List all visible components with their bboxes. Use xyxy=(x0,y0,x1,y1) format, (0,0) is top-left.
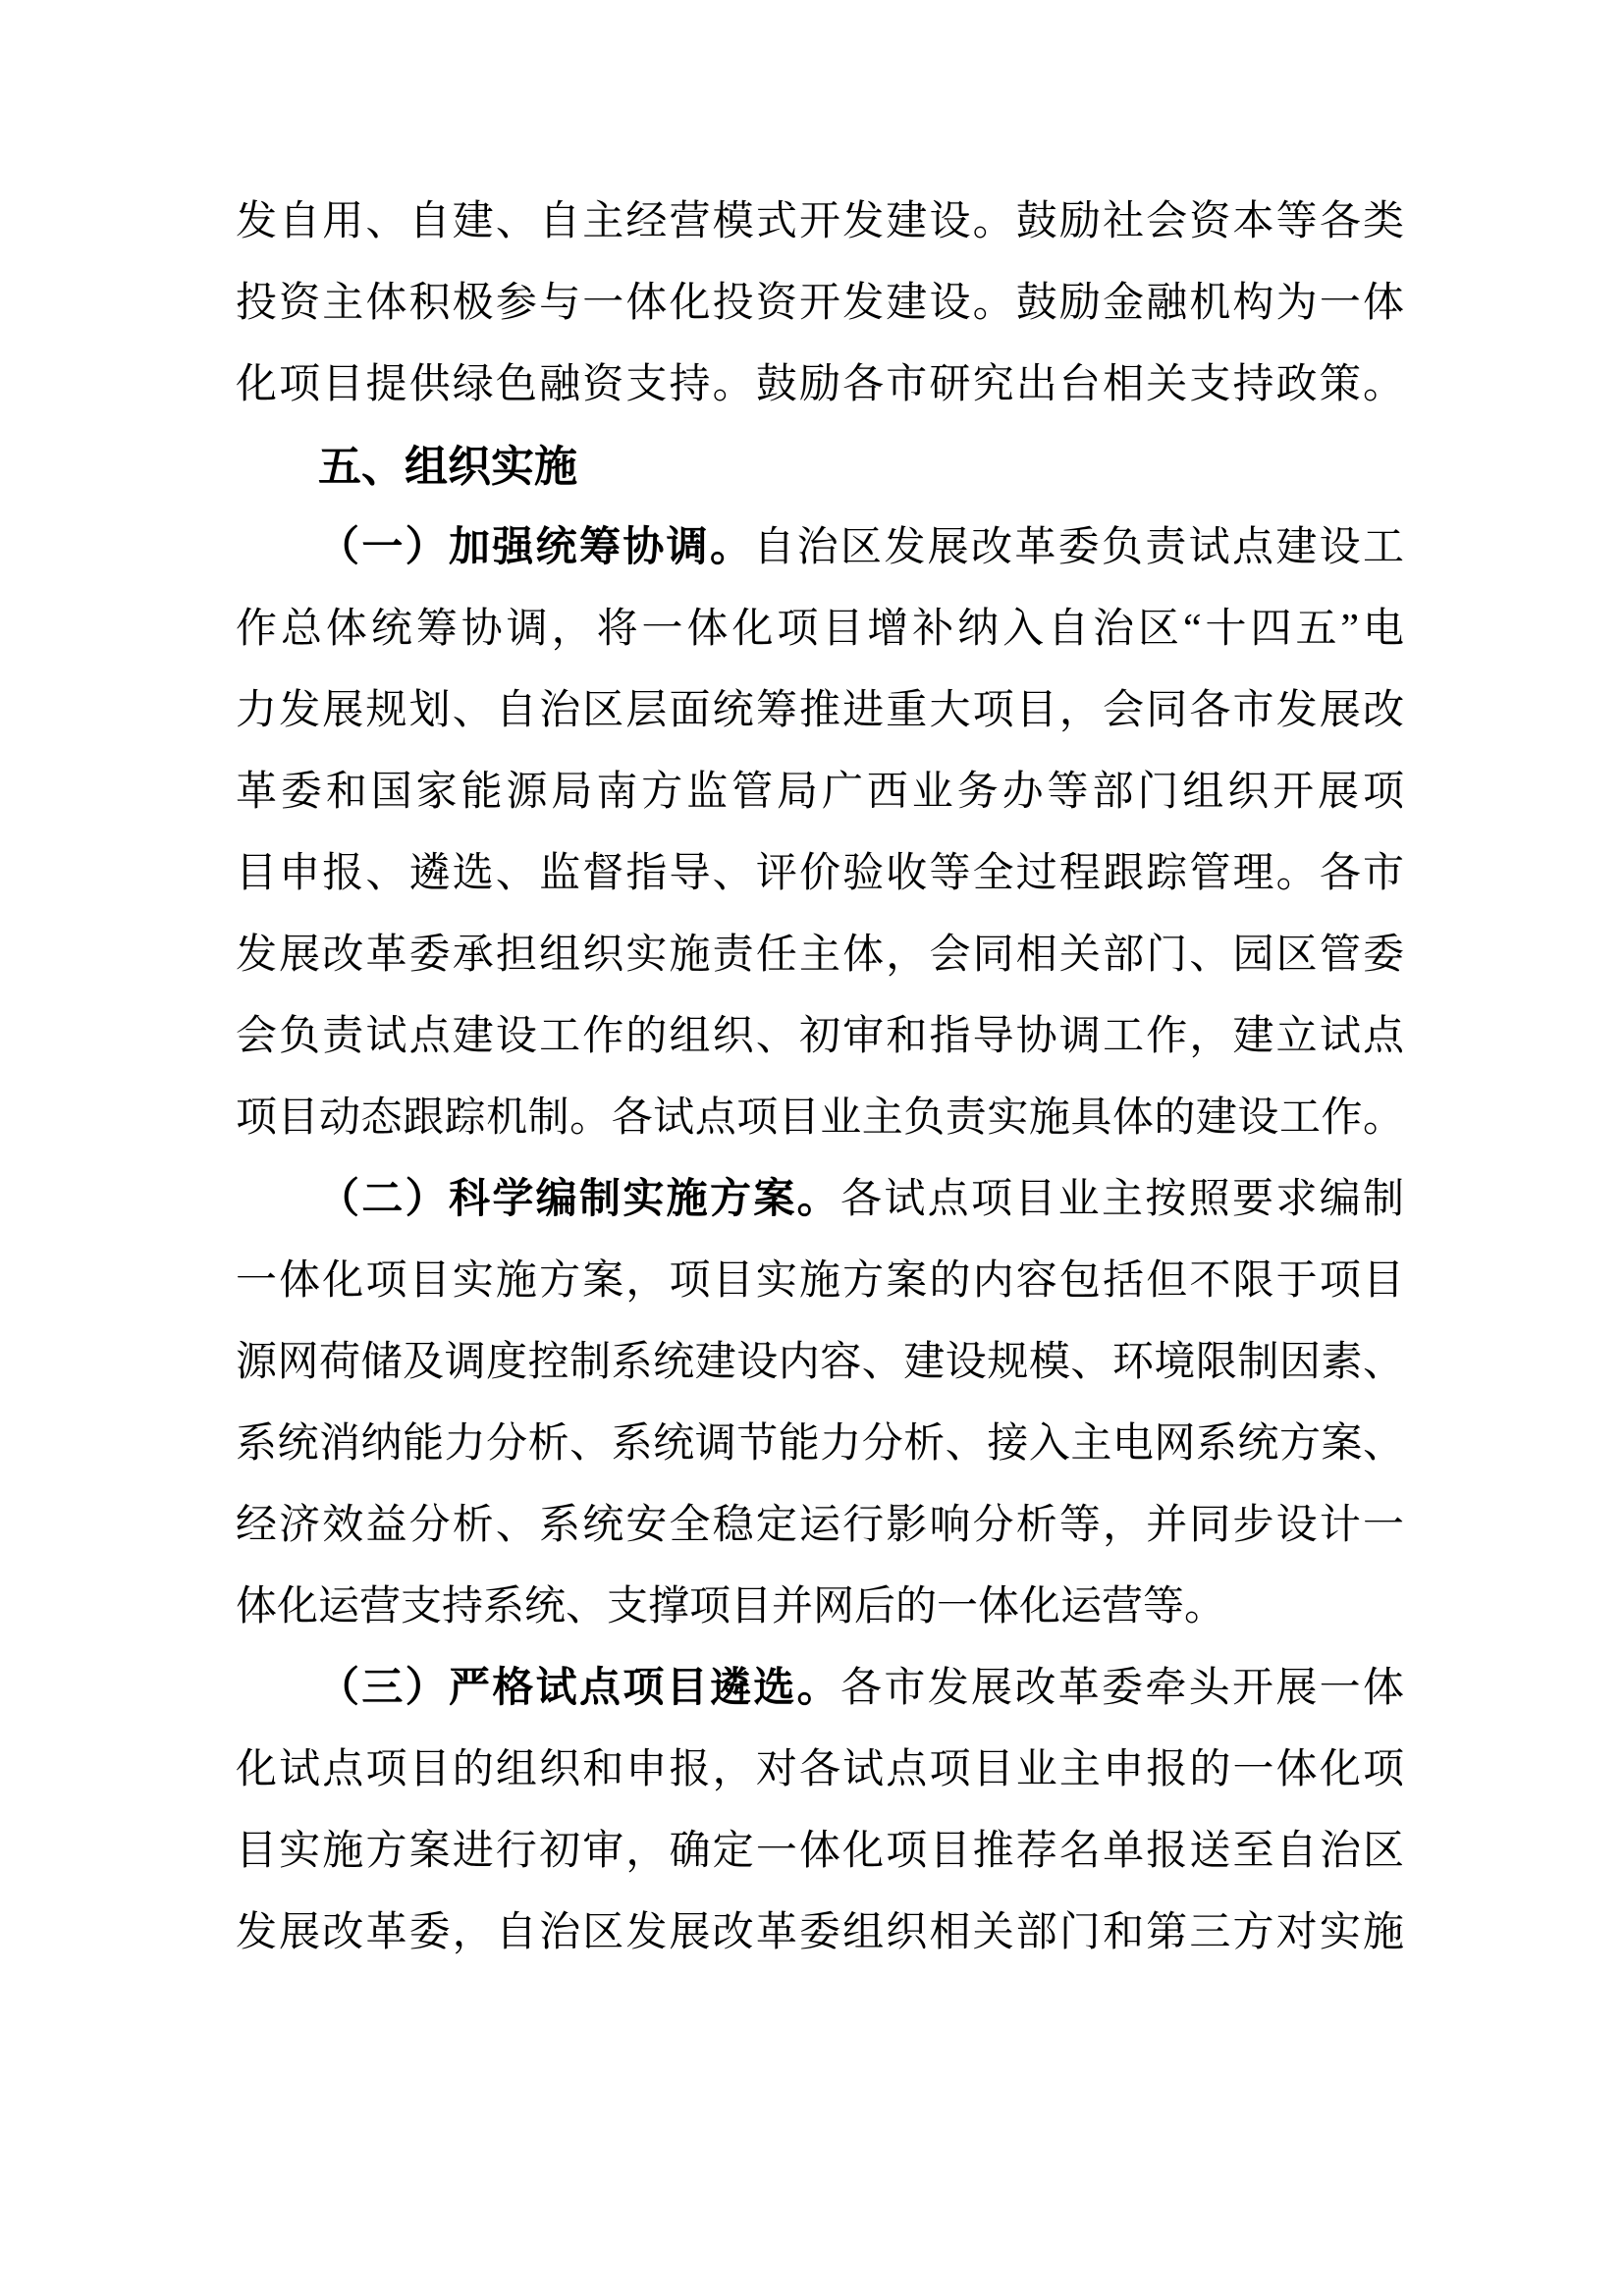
text-run: 项目动态跟踪机制。各试点项目业主负责实施具体的建设工作。 xyxy=(236,1095,1404,1141)
text-line xyxy=(236,1730,1404,1811)
text-run: 源网荷储及调度控制系统建设内容、建设规模、环境限制因素、 xyxy=(236,1340,1404,1385)
text-block xyxy=(236,182,1404,1974)
text-line xyxy=(236,833,1404,915)
text-line xyxy=(236,752,1404,833)
text-line xyxy=(236,1078,1404,1159)
text-run: 经济效益分析、系统安全稳定运行影响分析等，并同步设计一 xyxy=(236,1503,1404,1548)
bold-text-run: （二）科学编制实施方案。 xyxy=(318,1177,840,1222)
text-run: 投资主体积极参与一体化投资开发建设。鼓励金融机构为一体 xyxy=(236,281,1404,326)
text-run: 自治区发展改革委负责试点建设工 xyxy=(753,525,1404,570)
text-line xyxy=(236,1241,1404,1322)
text-line xyxy=(236,1893,1404,1974)
text-run: 目实施方案进行初审，确定一体化项目推荐名单报送至自治区 xyxy=(236,1829,1404,1874)
text-line xyxy=(236,1404,1404,1485)
text-run: 革委和国家能源局南方监管局广西业务办等部门组织开展项 xyxy=(236,770,1404,815)
section-heading xyxy=(236,426,1404,507)
text-line xyxy=(236,1567,1404,1648)
text-line xyxy=(236,1811,1404,1893)
text-run: 一体化项目实施方案，项目实施方案的内容包括但不限于项目 xyxy=(236,1258,1404,1304)
text-line xyxy=(236,1159,1404,1241)
text-run: 作总体统筹协调，将一体化项目增补纳入自治区“十四五”电 xyxy=(236,607,1404,652)
text-run: 发展改革委，自治区发展改革委组织相关部门和第三方对实施 xyxy=(236,1910,1404,1955)
bold-text-run: （一）加强统筹协调。 xyxy=(318,525,754,570)
text-line xyxy=(236,589,1404,670)
text-run: 各试点项目业主按照要求编制 xyxy=(840,1177,1404,1222)
text-run: 各市发展改革委牵头开展一体 xyxy=(840,1666,1404,1711)
text-line xyxy=(236,1322,1404,1404)
text-run: 化试点项目的组织和申报，对各试点项目业主申报的一体化项 xyxy=(236,1747,1404,1792)
text-run: 目申报、遴选、监督指导、评价验收等全过程跟踪管理。各市 xyxy=(236,851,1404,896)
text-run: 发自用、自建、自主经营模式开发建设。鼓励社会资本等各类 xyxy=(236,199,1404,244)
text-line xyxy=(236,263,1404,345)
bold-text-run: 五、组织实施 xyxy=(318,443,577,491)
text-line xyxy=(236,670,1404,752)
text-line xyxy=(236,345,1404,426)
text-run: 发展改革委承担组织实施责任主体，会同相关部门、园区管委 xyxy=(236,933,1404,978)
text-run: 力发展规划、自治区层面统筹推进重大项目，会同各市发展改 xyxy=(236,688,1404,733)
text-run: 化项目提供绿色融资支持。鼓励各市研究出台相关支持政策。 xyxy=(236,362,1404,407)
text-run: 体化运营支持系统、支撑项目并网后的一体化运营等。 xyxy=(236,1584,1226,1629)
text-run: 会负责试点建设工作的组织、初审和指导协调工作，建立试点 xyxy=(236,1014,1404,1059)
text-line xyxy=(236,915,1404,996)
bold-text-run: （三）严格试点项目遴选。 xyxy=(318,1666,840,1711)
text-line xyxy=(236,1485,1404,1567)
text-line xyxy=(236,507,1404,589)
text-line xyxy=(236,1648,1404,1730)
text-line xyxy=(236,996,1404,1078)
text-line xyxy=(236,182,1404,263)
text-run: 系统消纳能力分析、系统调节能力分析、接入主电网系统方案、 xyxy=(236,1421,1404,1467)
